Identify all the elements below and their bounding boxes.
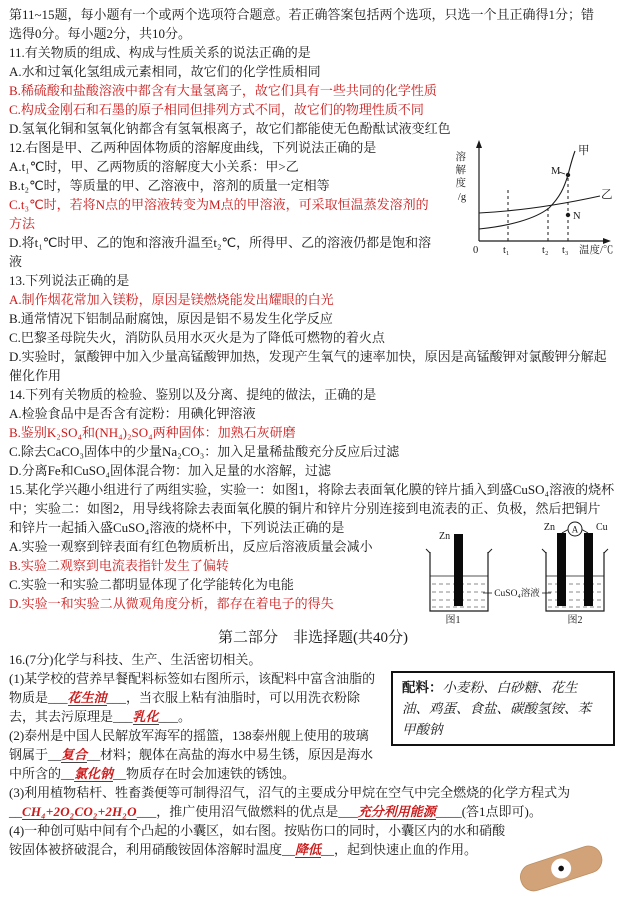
cuso4-solution-label: CuSO₄溶液 xyxy=(494,589,540,599)
curve-yi-label: 乙 xyxy=(601,189,613,201)
point-n-label: N xyxy=(573,211,581,222)
q14-option-b: B.鉴别K₂SO₄和(NH₄)₂SO₄两种固体：加熟石灰研磨 xyxy=(9,425,296,440)
curve-yi xyxy=(479,196,600,213)
q11-option-b: B.稀硫酸和盐酸溶液中都含有大量氢离子，故它们具有一些共同的化学性质 xyxy=(9,83,437,98)
q15-option-c: C.实验一和实验二都明显体现了化学能转化为电能 xyxy=(9,577,294,592)
x-axis-label: 温度/℃ xyxy=(579,245,614,256)
beaker2-outline xyxy=(546,552,604,611)
instructions-line-1: 第11~15题，每小题有一个或两个选项符合题意。若正确答案包括两个选项，只选一个且正确得1分；错 xyxy=(9,7,595,22)
q13-option-a: A.制作烟花常加入镁粉，原因是镁燃烧能发出耀眼的白光 xyxy=(9,292,334,307)
question-14 xyxy=(9,385,617,480)
y-axis-arrow xyxy=(476,140,482,148)
copper-electrode-fig2 xyxy=(584,533,593,606)
q16-part2-text: (2)泰州是中国人民解放军海军的摇篮，138泰州舰上使用的玻璃钢属于__ xyxy=(9,728,369,762)
beaker1-lip-right xyxy=(488,549,492,553)
figure1-caption: 图1 xyxy=(445,615,461,626)
section2-title: 第二部分 非选择题(共40分) xyxy=(218,630,408,646)
q16-part4-answer1: 降低 xyxy=(295,842,322,857)
q16-part3 xyxy=(9,783,617,821)
q11-stem: 11.有关物质的组成、构成与性质关系的说法正确的是 xyxy=(9,45,311,60)
q16-part3-answer2: 充分利用能源 xyxy=(357,804,436,819)
q15-option-a: A.实验一观察到锌表面有红色物质析出，反应后溶液质量会减小 xyxy=(9,539,373,554)
beaker-experiment-diagram xyxy=(417,520,617,626)
y-axis-label: 溶 解 度 /g xyxy=(455,152,467,203)
q16-part4-text: __，起到快速止血的作用。 xyxy=(321,842,478,857)
q16-part1-text: (1)某学校的营养早餐配料标签如右图所示，该配料中富含油脂的物质是___ xyxy=(9,671,376,705)
solubility-curve-chart xyxy=(449,138,617,256)
q16-part1-text: ___。 xyxy=(158,709,192,724)
zinc-electrode-fig2 xyxy=(557,533,566,606)
tick-0: 0 xyxy=(473,245,479,256)
q12-option-c: C.t₃℃时，若将N点的甲溶液转变为M点的甲溶液，可采取恒温蒸发溶剂的方法 xyxy=(9,197,429,231)
q12-stem: 12.右图是甲、乙两种固体物质的溶解度曲线，下列说法正确的是 xyxy=(9,140,377,155)
figure2-caption: 图2 xyxy=(567,615,583,626)
q13-option-b: B.通常情况下铝制品耐腐蚀，原因是铝不易发生化学反应 xyxy=(9,311,333,326)
cu-label-fig2: Cu xyxy=(596,522,608,533)
electrochemistry-figure xyxy=(417,520,617,626)
q13-option-c: C.巴黎圣母院失火，消防队员用水灭火是为了降低可燃物的着火点 xyxy=(9,330,385,345)
zn-label-fig1: Zn xyxy=(439,531,451,542)
q16-intro: 16.(7分)化学与科技、生产、生活密切相关。 xyxy=(9,652,262,667)
ingredients-text: 小麦粉、白砂糖、花生油、鸡蛋、食盐、碳酸氢铵、苯甲酸钠 xyxy=(402,680,591,737)
bandaid-image xyxy=(513,826,609,904)
q14-option-a: A.检验食品中是否含有淀粉：用碘化钾溶液 xyxy=(9,406,256,421)
q15-stem-part1: 15.某化学兴趣小组进行了两组实验，实验一：如图1，将除去表面氧化膜的锌片插入到盛CuSO₄溶液的烧杯中；实验二：如图2，用导线将除去表面氧化膜的铜片和锌片分别连接到电流表的正、负极，然后把铜片 xyxy=(9,482,615,516)
q16-part4-text: (4)一种创可贴中间有个凸起的小囊区，如右图。按贴伤口的同时，小囊区内的水和硝酸铵固体被挤破混合，利用硝酸铵固体溶解时温度__ xyxy=(9,823,506,857)
q12-option-b: B.t₂℃时，等质量的甲、乙溶液中，溶剂的质量一定相等 xyxy=(9,178,330,193)
q14-stem: 14.下列有关物质的检验、鉴别以及分离、提纯的做法，正确的是 xyxy=(9,387,377,402)
q16-part2-answer2: 氯化钠 xyxy=(74,766,114,781)
question-16 xyxy=(9,650,617,859)
q11-option-a: A.水和过氧化氢组成元素相同，故它们的化学性质相同 xyxy=(9,64,321,79)
tick-t3: t₃ xyxy=(562,245,569,256)
q15-stem-part2: 和锌片一起插入盛CuSO₄溶液的烧杯中，下列说法正确的是 xyxy=(9,520,345,535)
question-15 xyxy=(9,480,617,626)
q11-option-d: D.氢氧化铜和氢氧化钠都含有氢氧根离子，故它们都能使无色酚酞试液变红色 xyxy=(9,121,451,136)
zn-label-fig2: Zn xyxy=(543,522,555,533)
q16-part2-text: __材料；舰体在高盐的海水中易生锈，原因是海水中所含的__ xyxy=(9,747,374,781)
q15-option-b: B.实验二观察到电流表指针发生了偏转 xyxy=(9,558,229,573)
q16-part1-answer2: 乳化 xyxy=(132,709,159,724)
point-n-dot xyxy=(566,213,570,217)
q16-part2-text: __物质存在时会加速铁的锈蚀。 xyxy=(113,766,296,781)
q12-option-a: A.t₁℃时，甲、乙两物质的溶解度大小关系：甲>乙 xyxy=(9,159,299,174)
curve-jia xyxy=(479,151,575,229)
q11-option-c: C.构成金刚石和石墨的原子相同但排列方式不同，故它们的物理性质不同 xyxy=(9,102,424,117)
tick-t2: t₂ xyxy=(542,245,549,256)
ammeter-label: A xyxy=(571,524,579,535)
zinc-electrode-fig1 xyxy=(454,534,463,606)
x-axis-arrow xyxy=(603,238,611,244)
question-13 xyxy=(9,271,617,385)
ingredients-box xyxy=(391,671,615,746)
solubility-curve-figure xyxy=(449,138,617,256)
q16-part1-text: ___，当衣服上粘有油脂时，可以用洗衣粉除去，其去污原理是___ xyxy=(9,690,361,724)
beaker1-lip-left xyxy=(426,549,430,553)
point-m-label: M xyxy=(551,166,561,177)
q13-stem: 13.下列说法正确的是 xyxy=(9,273,130,288)
q13-option-d: D.实验时，氯酸钾中加入少量高锰酸钾加热，发现产生氧气的速率加快，原因是高锰酸钾对氯酸钾分解起催化作用 xyxy=(9,349,607,383)
curve-jia-label: 甲 xyxy=(578,145,590,157)
q14-option-d: D.分离Fe和CuSO₄固体混合物：加入足量的水溶解，过滤 xyxy=(9,463,331,478)
q16-part3-text: ___，推广使用沼气做燃料的优点是___ xyxy=(136,804,358,819)
ingredients-label: 配料： xyxy=(402,680,443,695)
tick-t1: t₁ xyxy=(503,245,510,256)
bandaid-group xyxy=(517,843,605,895)
q15-option-d: D.实验一和实验二从微观角度分析，都存在着电子的得失 xyxy=(9,596,334,611)
question-11 xyxy=(9,43,617,138)
q16-part2-answer1: 复合 xyxy=(61,747,88,762)
q16-part1-answer1: 花生油 xyxy=(67,690,107,705)
point-m-dot xyxy=(566,173,570,177)
q12-option-d: D.将t₁℃时甲、乙的饱和溶液升温至t₂℃，所得甲、乙的溶液仍都是饱和溶液 xyxy=(9,235,432,269)
q14-option-c: C.除去CaCO₃固体中的少量Na₂CO₃：加入足量稀盐酸充分反应后过滤 xyxy=(9,444,400,459)
q16-part3-text: ____(答1点即可)。 xyxy=(435,804,542,819)
q16-part3-text: (3)利用植物秸杆、牲畜粪便等可制得沼气，沼气的主要成分甲烷在空气中完全燃烧的化学方程式为__ xyxy=(9,785,571,819)
instructions-line-2: 选得0分。每小题2分，共10分。 xyxy=(9,26,192,41)
bandaid-figure xyxy=(513,826,609,904)
q16-part3-equation: CH₄+2O₂CO₂+2H₂O xyxy=(22,804,137,819)
